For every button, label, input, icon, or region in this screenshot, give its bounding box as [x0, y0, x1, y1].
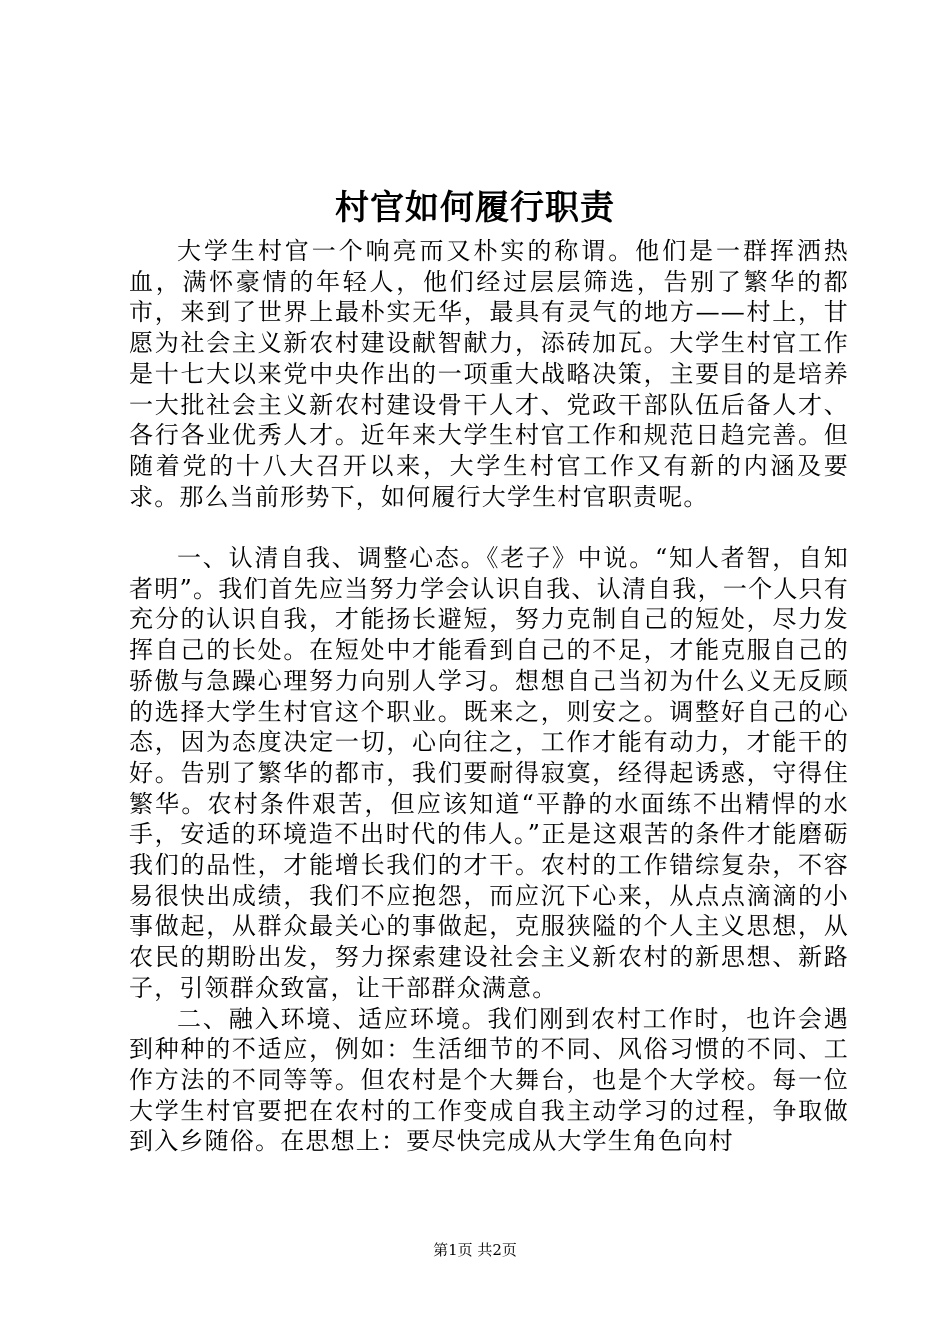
section-one-paragraph: 一、认清自我、调整心态。《老子》中说。“知人者智，自知者明”。我们首先应当努力学会认识自我、认清自我，一个人只有充分的认识自我，才能扬长避短，努力克制自己的短处，尽力发挥自己的长处。在短处中才能看到自己的不足，才能克服自己的骄傲与急躁心理努力向别人学习。想想自己当初为什么义无反顾的选择大学生村官这个职业。既来之，则安之。调整好自己的心态，因为态度决定一切，心向往之，工作才能有动力，才能干的好。告别了繁华的都市，我们要耐得寂寞，经得起诱惑，守得住繁华。农村条件艰苦，但应该知道“平静的水面练不出精悍的水手，安适的环境造不出时代的伟人。”正是这艰苦的条件才能磨砺我们的品性，才能增长我们的才干。农村的工作错综复杂，不容易很快出成绩，我们不应抱怨，而应沉下心来，从点点滴滴的小事做起，从群众最关心的事做起，克服狭隘的个人主义思想，从农民的期盼出发，努力探索建设社会主义新农村的新思想、新路子，引领群众致富，让干部群众满意。 — [129, 544, 849, 1002]
paragraph-spacer — [129, 512, 849, 543]
document-title: 村官如何履行职责 — [335, 188, 615, 228]
document-body — [129, 236, 849, 1157]
intro-paragraph: 大学生村官一个响亮而又朴实的称谓。他们是一群挥洒热血，满怀豪情的年轻人，他们经过层层筛选，告别了繁华的都市，来到了世界上最朴实无华，最具有灵气的地方——村上，甘愿为社会主义新农村建设献智献力，添砖加瓦。大学生村官工作是十七大以来党中央作出的一项重大战略决策，主要目的是培养一大批社会主义新农村建设骨干人才、党政干部队伍后备人才、各行各业优秀人才。近年来大学生村官工作和规范日趋完善。但随着党的十八大召开以来，大学生村官工作又有新的内涵及要求。那么当前形势下，如何履行大学生村官职责呢。 — [129, 237, 849, 511]
page-footer: 第1页 共2页 — [433, 1241, 517, 1259]
section-two-paragraph: 二、融入环境、适应环境。我们刚到农村工作时，也许会遇到种种的不适应，例如：生活细节的不同、风俗习惯的不同、工作方法的不同等等。但农村是个大舞台，也是个大学校。每一位大学生村官要把在农村的工作变成自我主动学习的过程，争取做到入乡随俗。在思想上：要尽快完成从大学生角色向村 — [129, 1004, 849, 1156]
